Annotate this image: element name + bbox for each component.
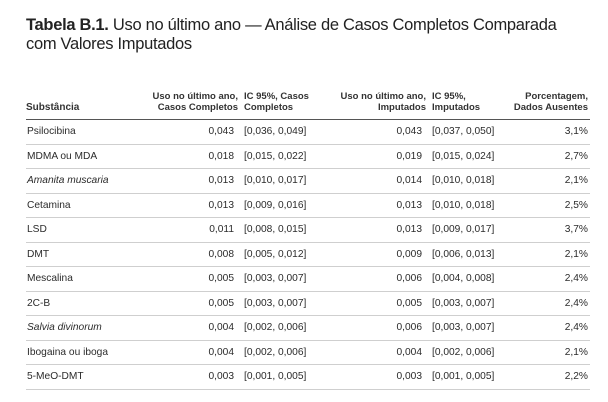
cell-substance: LSD: [26, 218, 134, 243]
cell-ci-complete: [0,036, 0,049]: [240, 120, 322, 145]
table-body: [26, 120, 590, 390]
cell-use-imputed: 0,043: [322, 120, 428, 145]
header-substance: Substância: [26, 67, 134, 120]
cell-ci-complete: [0,015, 0,022]: [240, 144, 322, 169]
header-use-imputed: Uso no último ano, Imputados: [322, 67, 428, 120]
table-row: [26, 193, 590, 218]
table-number: Tabela B.1.: [26, 16, 109, 34]
cell-use-imputed: 0,013: [322, 193, 428, 218]
cell-use-imputed: 0,006: [322, 267, 428, 292]
cell-use-complete: 0,018: [134, 144, 240, 169]
cell-use-complete: 0,043: [134, 120, 240, 145]
cell-use-imputed: 0,003: [322, 365, 428, 390]
header-missing-pct: Porcentagem, Dados Ausentes: [502, 67, 590, 120]
table-row: [26, 144, 590, 169]
cell-missing-pct: 2,4%: [502, 267, 590, 292]
cell-ci-complete: [0,001, 0,005]: [240, 365, 322, 390]
header-ci-complete: IC 95%, Casos Completos: [240, 67, 322, 120]
table-caption: Uso no último ano — Análise de Casos Completos Comparada com Valores Imputados: [26, 16, 557, 53]
cell-use-complete: 0,005: [134, 291, 240, 316]
cell-ci-imputed: [0,003, 0,007]: [428, 291, 502, 316]
table-row: [26, 218, 590, 243]
header-use-complete: Uso no último ano, Casos Completos: [134, 67, 240, 120]
cell-ci-complete: [0,005, 0,012]: [240, 242, 322, 267]
cell-ci-complete: [0,003, 0,007]: [240, 267, 322, 292]
cell-substance: DMT: [26, 242, 134, 267]
cell-ci-imputed: [0,004, 0,008]: [428, 267, 502, 292]
table-row: [26, 267, 590, 292]
cell-missing-pct: 2,1%: [502, 340, 590, 365]
cell-use-imputed: 0,013: [322, 218, 428, 243]
cell-ci-imputed: [0,009, 0,017]: [428, 218, 502, 243]
cell-use-imputed: 0,009: [322, 242, 428, 267]
cell-use-complete: 0,013: [134, 169, 240, 194]
cell-missing-pct: 2,4%: [502, 316, 590, 341]
cell-substance: Psilocibina: [26, 120, 134, 145]
cell-missing-pct: 3,1%: [502, 120, 590, 145]
cell-substance: Salvia divinorum: [26, 316, 134, 341]
table-row: [26, 316, 590, 341]
table-row: [26, 365, 590, 390]
cell-use-complete: 0,008: [134, 242, 240, 267]
results-table: [26, 67, 590, 390]
cell-substance: Ibogaina ou iboga: [26, 340, 134, 365]
cell-ci-imputed: [0,002, 0,006]: [428, 340, 502, 365]
table-row: [26, 169, 590, 194]
cell-ci-imputed: [0,001, 0,005]: [428, 365, 502, 390]
cell-ci-imputed: [0,003, 0,007]: [428, 316, 502, 341]
cell-use-complete: 0,003: [134, 365, 240, 390]
table-row: [26, 291, 590, 316]
cell-use-imputed: 0,004: [322, 340, 428, 365]
table-row: [26, 242, 590, 267]
cell-use-complete: 0,005: [134, 267, 240, 292]
cell-ci-complete: [0,002, 0,006]: [240, 316, 322, 341]
header-row: [26, 67, 590, 120]
cell-missing-pct: 2,2%: [502, 365, 590, 390]
cell-ci-complete: [0,002, 0,006]: [240, 340, 322, 365]
cell-substance: Amanita muscaria: [26, 169, 134, 194]
cell-use-complete: 0,004: [134, 316, 240, 341]
cell-use-imputed: 0,014: [322, 169, 428, 194]
cell-substance: Mescalina: [26, 267, 134, 292]
cell-ci-complete: [0,010, 0,017]: [240, 169, 322, 194]
cell-ci-complete: [0,003, 0,007]: [240, 291, 322, 316]
cell-substance: 2C-B: [26, 291, 134, 316]
cell-ci-complete: [0,008, 0,015]: [240, 218, 322, 243]
cell-ci-complete: [0,009, 0,016]: [240, 193, 322, 218]
cell-substance: Cetamina: [26, 193, 134, 218]
table-title: [26, 16, 586, 54]
cell-missing-pct: 3,7%: [502, 218, 590, 243]
cell-missing-pct: 2,1%: [502, 242, 590, 267]
cell-use-imputed: 0,005: [322, 291, 428, 316]
cell-use-imputed: 0,006: [322, 316, 428, 341]
cell-ci-imputed: [0,010, 0,018]: [428, 193, 502, 218]
cell-use-complete: 0,013: [134, 193, 240, 218]
cell-missing-pct: 2,5%: [502, 193, 590, 218]
cell-ci-imputed: [0,037, 0,050]: [428, 120, 502, 145]
cell-missing-pct: 2,7%: [502, 144, 590, 169]
cell-use-imputed: 0,019: [322, 144, 428, 169]
cell-use-complete: 0,004: [134, 340, 240, 365]
cell-missing-pct: 2,1%: [502, 169, 590, 194]
cell-ci-imputed: [0,010, 0,018]: [428, 169, 502, 194]
header-ci-imputed: IC 95%, Imputados: [428, 67, 502, 120]
cell-ci-imputed: [0,015, 0,024]: [428, 144, 502, 169]
table-row: [26, 340, 590, 365]
cell-substance: MDMA ou MDA: [26, 144, 134, 169]
cell-ci-imputed: [0,006, 0,013]: [428, 242, 502, 267]
cell-missing-pct: 2,4%: [502, 291, 590, 316]
table-row: [26, 120, 590, 145]
cell-use-complete: 0,011: [134, 218, 240, 243]
cell-substance: 5-MeO-DMT: [26, 365, 134, 390]
